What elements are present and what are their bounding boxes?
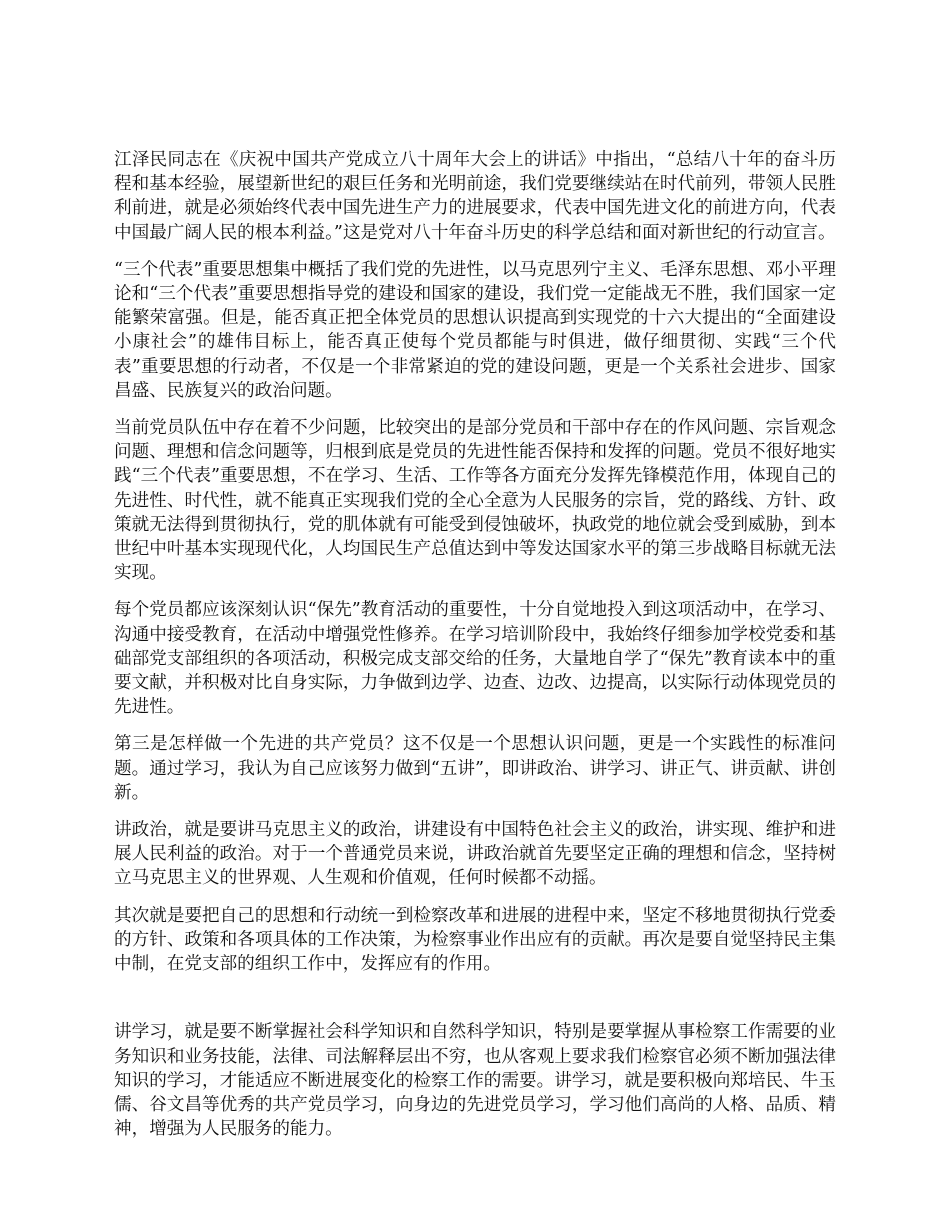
paragraph-5: 第三是怎样做一个先进的共产党员？这不仅是一个思想认识问题，更是一个实践性的标准问题。通过学习，我认为自己应该努力做到“五讲”，即讲政治、讲学习、讲正气、讲贡献、讲创新。	[114, 734, 836, 803]
paragraph-8: 讲学习，就是要不断掌握社会科学知识和自然科学知识，特别是要掌握从事检察工作需要的业务知识和业务技能，法律、司法解释层出不穷，也从客观上要求我们检察官必须不断加强法律知识的学习，才能适应不断进展变化的检察工作的需要。讲学习，就是要积极向郑培民、牛玉儒、谷文昌等优秀的共产党员学习，向身边的先进党员学习，学习他们高尚的人格、品质、精神，增强为人民服务的能力。	[114, 1022, 836, 1140]
paragraph-6: 讲政治，就是要讲马克思主义的政治，讲建设有中国特色社会主义的政治，讲实现、维护和进展人民利益的政治。对于一个普通党员来说，讲政治就首先要坚定正确的理想和信念，坚持树立马克思主义的世界观、人生观和价值观，任何时候都不动摇。	[114, 820, 836, 889]
paragraph-7: 其次就是要把自己的思想和行动统一到检察改革和进展的进程中来，坚定不移地贯彻执行党委的方针、政策和各项具体的工作决策，为检察事业作出应有的贡献。再次是要自觉坚持民主集中制，在党支部的组织工作中，发挥应有的作用。	[114, 905, 836, 975]
document-body	[114, 148, 836, 1154]
paragraph-2: “三个代表”重要思想集中概括了我们党的先进性，以马克思列宁主义、毛泽东思想、邓小平理论和“三个代表”重要思想指导党的建设和国家的建设，我们党一定能战无不胜，我们国家一定能繁荣富强。但是，能否真正把全体党员的思想认识提高到实现党的十六大提出的“全面建设小康社会”的雄伟目标上，能否真正使每个党员都能与时俱进，做仔细贯彻、实践“三个代表”重要思想的行动者，不仅是一个非常紧迫的党的建设问题，更是一个关系社会进步、国家昌盛、民族复兴的政治问题。	[114, 259, 836, 401]
paragraph-3: 当前党员队伍中存在着不少问题，比较突出的是部分党员和干部中存在的作风问题、宗旨观念问题、理想和信念问题等，归根到底是党员的先进性能否保持和发挥的问题。党员不很好地实践“三个代表”重要思想，不在学习、生活、工作等各方面充分发挥先锋模范作用，体现自己的先进性、时代性，就不能真正实现我们党的全心全意为人民服务的宗旨，党的路线、方针、政策就无法得到贯彻执行，党的肌体就有可能受到侵蚀破坏，执政党的地位就会受到威胁，到本世纪中叶基本实现现代化，人均国民生产总值达到中等发达国家水平的第三步战略目标就无法实现。	[114, 418, 836, 584]
paragraph-1: 江泽民同志在《庆祝中国共产党成立八十周年大会上的讲话》中指出，“总结八十年的奋斗历程和基本经验，展望新世纪的艰巨任务和光明前途，我们党要继续站在时代前列，带领人民胜利前进，就是必须始终代表中国先进生产力的进展要求，代表中国先进文化的前进方向，代表中国最广阔人民的根本利益。”这是党对八十年奋斗历史的科学总结和面对新世纪的行动宣言。	[114, 150, 836, 243]
paragraph-4: 每个党员都应该深刻认识“保先”教育活动的重要性，十分自觉地投入到这项活动中，在学习、沟通中接受教育，在活动中增强党性修养。在学习培训阶段中，我始终仔细参加学校党委和基础部党支部组织的各项活动，积极完成支部交给的任务，大量地自学了“保先”教育读本中的重要文献，并积极对比自身实际，力争做到边学、边查、边改、边提高，以实际行动体现党员的先进性。	[114, 600, 836, 718]
